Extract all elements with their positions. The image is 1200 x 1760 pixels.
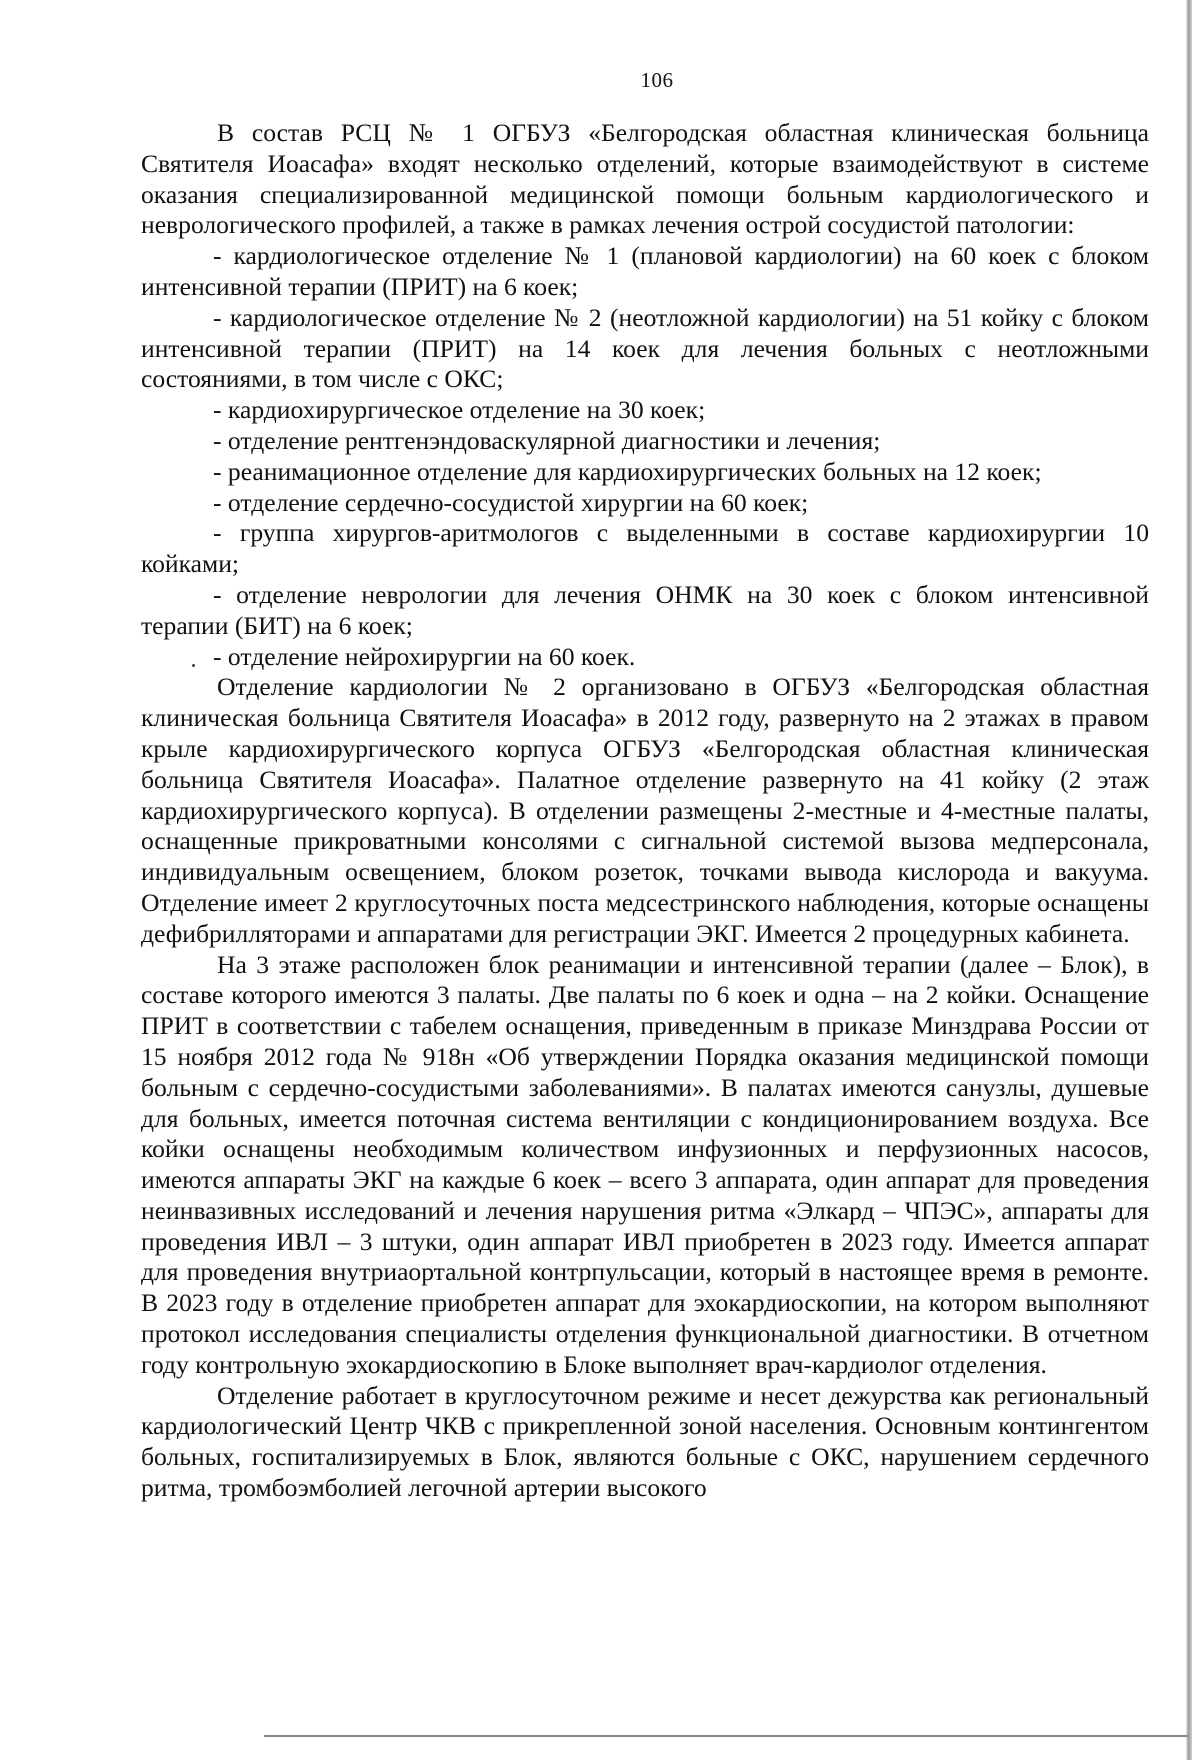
body-text (141, 118, 1149, 1504)
paragraph-intro: В состав РСЦ № 1 ОГБУЗ «Белгородская областная клиническая больница Святителя Иоасафа» входят несколько отделений, которые взаимодействуют в системе оказания специализированной медицинской помощи больным кардиологического и неврологического профилей, а также в рамках лечения острой сосудистой патологии: (141, 118, 1149, 240)
list-item-cardiosurgery: - кардиохирургическое отделение на 30 коек; (213, 395, 706, 425)
paragraph-intensive-care-block: На 3 этаже расположен блок реанимации и интенсивной терапии (далее – Блок), в составе которого имеются 3 палаты. Две палаты по 6 коек и одна – на 2 койки. Оснащение ПРИТ в соответствии с табелем оснащения, приведенным в приказе Минздрава России от 15 ноября 2012 года № 918н «Об утверждении Порядка оказания медицинской помощи больным с сердечно-сосудистыми заболеваниями». В палатах имеются санузлы, душевые для больных, имеется поточная система вентиляции с кондиционированием воздуха. Все койки оснащены необходимым количеством инфузионных и перфузионных насосов, имеются аппараты ЭКГ на каждые 6 коек – всего 3 аппарата, один аппарат для проведения неинвазивных исследований и лечения нарушения ритма «Элкард – ЧПЭС», аппараты для проведения ИВЛ – 3 штуки, один аппарат ИВЛ приобретен в 2023 году. Имеется аппарат для проведения внутриаортальной контрпульсации, который в настоящее время в ремонте. В 2023 году в отделение приобретен аппарат для эхокардиоскопии, на котором выполняют протокол исследования специалисты отделения функциональной диагностики. В отчетном году контрольную эхокардиоскопию в Блоке выполняет врач-кардиолог отделения. (141, 949, 1149, 1379)
list-item-neurology: - отделение неврологии для лечения ОНМК на 30 коек с блоком интенсивной терапии (БИТ) на 6 коек; (141, 579, 1149, 640)
list-item-cardiology-2: - кардиологическое отделение № 2 (неотложной кардиологии) на 51 койку с блоком интенсивной терапии (ПРИТ) на 14 коек для лечения больных с неотложными состояниями, в том числе с ОКС; (141, 302, 1149, 394)
list-item-cardiology-1: - кардиологическое отделение № 1 (плановой кардиологии) на 60 коек с блоком интенсивной терапии (ПРИТ) на 6 коек; (141, 241, 1149, 301)
bottom-scan-line (264, 1735, 1188, 1737)
paragraph-cardiology-department: Отделение кардиологии № 2 организовано в ОГБУЗ «Белгородская областная клиническая больница Святителя Иоасафа» в 2012 году, развернуто на 2 этажах в правом крыле кардиохирургического корпуса ОГБУЗ «Белгородская областная клиническая больница Святителя Иоасафа». Палатное отделение развернуто на 41 койку (2 этаж кардиохирургического корпуса). В отделении размещены 2-местные и 4-местные палаты, оснащенные прикроватными консолями с сигнальной системой вызова медперсонала, индивидуальным освещением, блоком розеток, точками вывода кислорода и вакуума. Отделение имеет 2 круглосуточных поста медсестринского наблюдения, которые оснащены дефибрилляторами и аппаратами для регистрации ЭКГ. Имеется 2 процедурных кабинета. (141, 672, 1149, 948)
list-item-reanimation: - реанимационное отделение для кардиохирургических больных на 12 коек; (213, 456, 1042, 486)
list-item-arrhythmology: - группа хирургов-аритмологов с выделенными в составе кардиохирургии 10 койками; (141, 518, 1149, 579)
paragraph-department-operation: Отделение работает в круглосуточном режиме и несет дежурства как региональный кардиологический Центр ЧКВ с прикрепленной зоной населения. Основным контингентом больных, госпитализируемых в Блок, являются больные с ОКС, нарушением сердечного ритма, тромбоэмболией легочной артерии высокого (141, 1380, 1149, 1503)
list-item-neurosurgery: - отделение нейрохирургии на 60 коек. (213, 641, 636, 671)
page-number: 106 (640, 68, 674, 92)
page-edge-shadow (1186, 0, 1192, 1760)
scan-artifact (192, 664, 195, 667)
list-item-vascular-surgery: - отделение сердечно-сосудистой хирургии на 60 коек; (213, 487, 809, 517)
list-item-endovascular: - отделение рентгенэндоваскулярной диагностики и лечения; (213, 425, 881, 455)
